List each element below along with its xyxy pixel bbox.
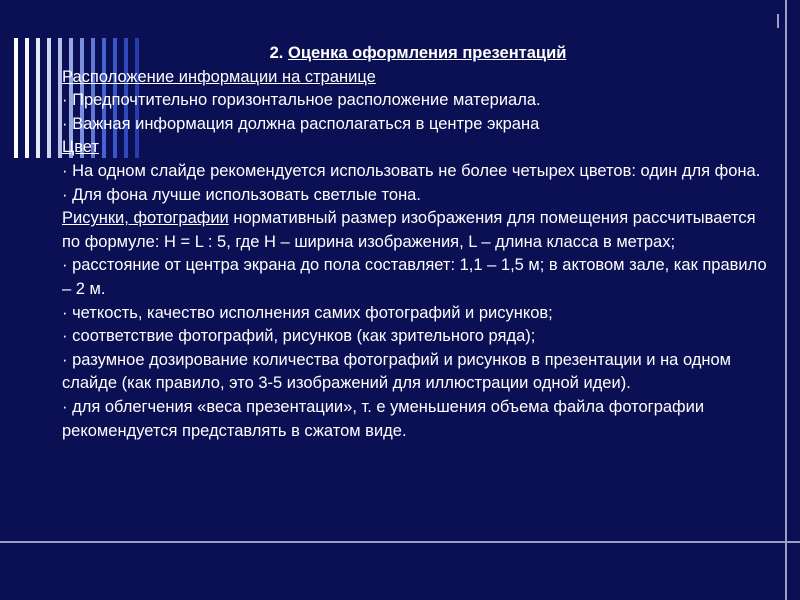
title-number: 2.	[269, 44, 288, 62]
title-text: Оценка оформления презентаций	[287, 44, 567, 62]
frame-vertical-line	[785, 0, 787, 600]
section-images-intro: нормативный размер изображения для помещения рассчитывается по формуле: H = L : 5, где H – ширина изображения, L – длина класса в метрах;	[62, 209, 756, 251]
section-images-heading: Рисунки, фотографии	[62, 209, 229, 228]
bullet-item: · расстояние от центра экрана до пола составляет: 1,1 – 1,5 м; в актовом зале, как правило – 2 м.	[62, 256, 767, 298]
bullet-item: · Важная информация должна располагаться в центре экрана	[62, 114, 540, 133]
slide-title	[62, 42, 774, 66]
slide-content	[62, 42, 774, 443]
section-color-heading: Цвет	[62, 138, 99, 157]
bullet-item: · Предпочтительно горизонтальное расположение материала.	[62, 91, 541, 110]
frame-horizontal-line	[0, 541, 800, 543]
section-layout-heading: Расположение информации на странице	[62, 67, 376, 86]
frame-tick-mark	[777, 14, 779, 28]
bullet-item: · для облегчения «веса презентации», т. е уменьшения объема файла фотографии рекомендуется представлять в сжатом виде.	[62, 397, 705, 440]
section-images-paragraph	[62, 207, 774, 254]
bullet-item: · четкость, качество исполнения самих фотографий и рисунков;	[62, 303, 553, 322]
bullet-item: · Для фона лучше использовать светлые тона.	[62, 185, 421, 204]
bullet-item: · разумное дозирование количества фотографий и рисунков в презентации и на одном слайде (как правило, это 3-5 изображений для иллюстрации одной идеи).	[62, 350, 732, 393]
bullet-item: · соответствие фотографий, рисунков (как зрительного ряда);	[62, 327, 536, 346]
bullet-item: · На одном слайде рекомендуется использовать не более четырех цветов: один для фона.	[62, 161, 761, 180]
